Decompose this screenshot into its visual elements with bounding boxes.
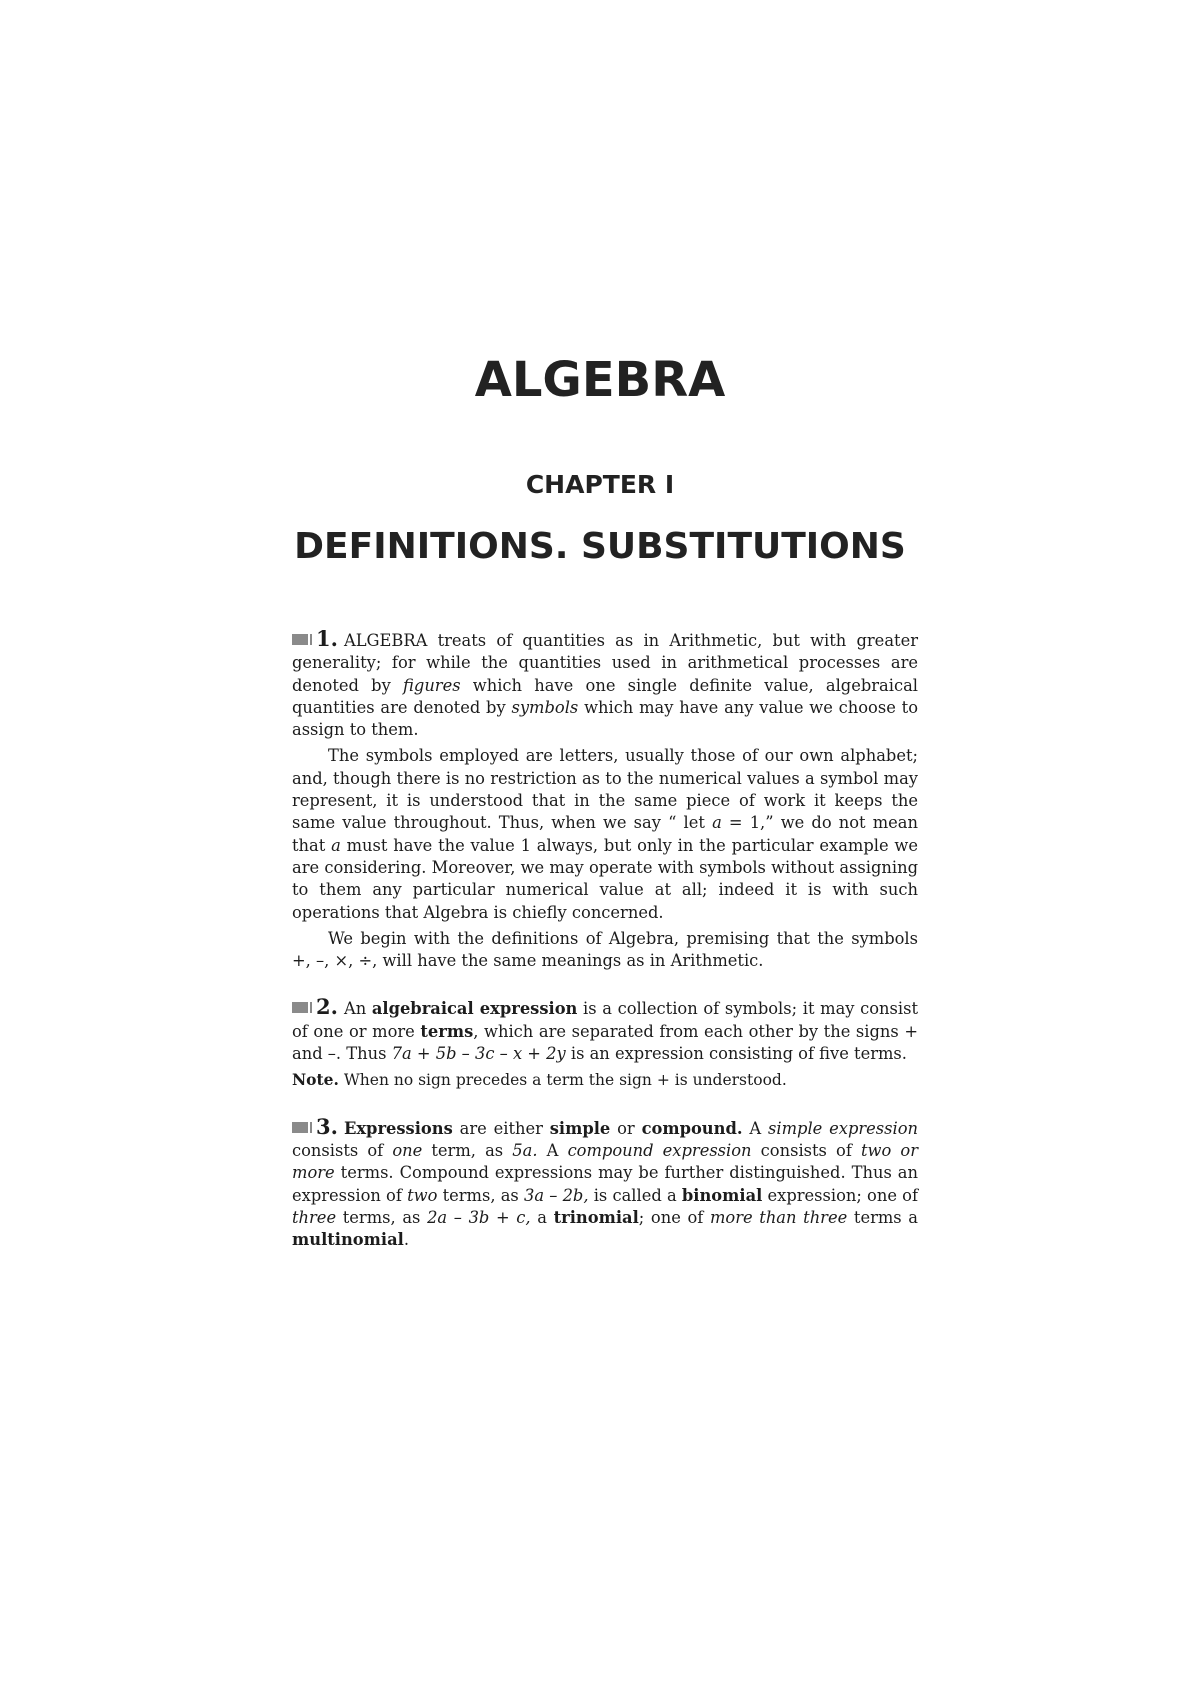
section-marker-icon	[292, 1122, 308, 1133]
section-number: 1.	[316, 626, 338, 651]
section-2-paragraph: 2. An algebraical expression is a collection of symbols; it may consist of one or more terms, which are separated from each other by the signs + and –. Thus 7a + 5b – 3c – x + 2y is an expression consisting of five terms.	[292, 994, 918, 1064]
example-expression: 7a + 5b – 3c – x + 2y	[391, 1044, 566, 1064]
note-label: Note.	[292, 1070, 339, 1090]
section-1-paragraph-1: 1. ALGEBRA treats of quantities as in Arithmetic, but with greater generality; for while the quantities used in arithmetical processes are denoted by figures which have one single definite value, algebraical quantities are denoted by symbols which may have any value we choose to assign to them.	[292, 626, 918, 740]
section-1-paragraph-2: The symbols employed are letters, usually those of our own alphabet; and, though there is no restriction as to the numerical values a symbol may represent, it is understood that in the same piece of work it keeps the same value throughout. Thus, when we say “ let a = 1,” we do not mean that a must have the value 1 always, but only in the particular example we are considering. Moreover, we may operate with symbols without assigning to them any particular numerical value at all; indeed it is with such operations that Algebra is chiefly concerned.	[292, 746, 918, 922]
section-marker-icon	[292, 634, 308, 645]
section-number: 3.	[316, 1113, 338, 1139]
chapter-label: CHAPTER I	[525, 470, 675, 499]
chapter-title: DEFINITIONS. SUBSTITUTIONS	[294, 526, 906, 567]
section-1-paragraph-3: We begin with the definitions of Algebra, premising that the symbols +, –, ×, ÷, will have the same meanings as in Arithmetic.	[292, 928, 918, 971]
section-marker-icon	[292, 1002, 308, 1013]
chapter-body	[292, 628, 918, 1251]
section-2	[292, 996, 918, 1091]
section-number: 2.	[316, 994, 338, 1020]
section-2-note: Note. When no sign precedes a term the sign + is understood.	[292, 1070, 787, 1090]
section-marker-bar-icon	[310, 1122, 312, 1133]
section-marker-bar-icon	[310, 634, 312, 645]
section-3	[292, 1113, 919, 1252]
section-marker-bar-icon	[310, 1002, 312, 1013]
book-title: ALGEBRA	[474, 352, 726, 408]
section-3-paragraph: 3. Expressions are either simple or compound. A simple expression consists of one term, as 5a. A compound expression consists of two or more terms. Compound expressions may be further distinguished. Thus an expression of two terms, as 3a – 2b, is called a binomial expression; one of three terms, as 2a – 3b + c, a trinomial; one of more than three terms a multinomial.	[292, 1113, 919, 1250]
section-1	[292, 628, 918, 972]
